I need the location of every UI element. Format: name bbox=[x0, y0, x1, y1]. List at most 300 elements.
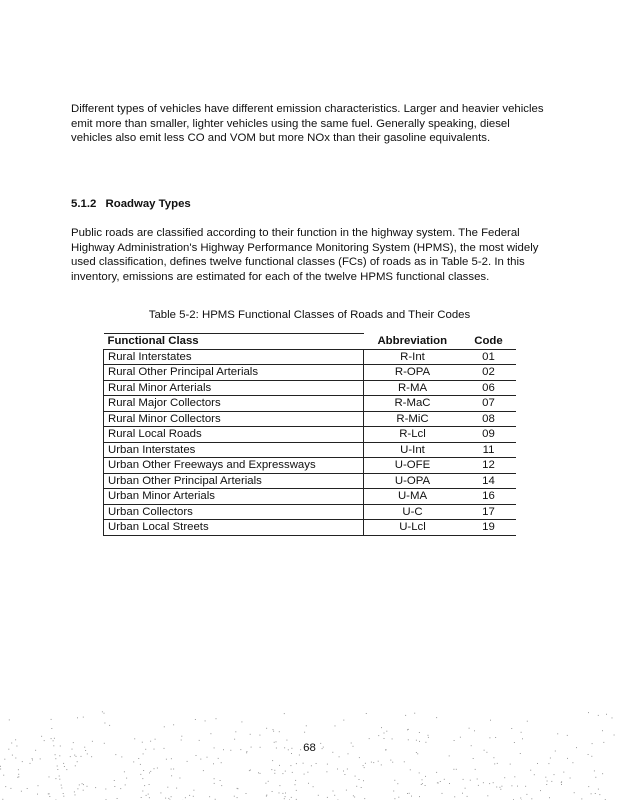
page-number: 68 bbox=[303, 742, 316, 754]
table-row bbox=[104, 365, 517, 381]
noise-dot bbox=[63, 763, 64, 764]
cell-functional-class: Urban Interstates bbox=[104, 442, 364, 458]
table-row bbox=[104, 504, 517, 520]
noise-dot bbox=[199, 740, 200, 741]
noise-dot bbox=[405, 715, 406, 716]
table-row bbox=[104, 349, 517, 365]
noise-dot bbox=[55, 754, 56, 755]
noise-dot bbox=[38, 785, 39, 786]
table-row bbox=[104, 396, 517, 412]
noise-dot bbox=[279, 765, 280, 766]
noise-dot bbox=[284, 798, 285, 799]
noise-dot bbox=[167, 787, 168, 788]
noise-dot bbox=[567, 758, 568, 759]
noise-dot bbox=[195, 719, 196, 720]
table-row bbox=[104, 458, 517, 474]
noise-dot bbox=[0, 766, 1, 767]
noise-dot bbox=[41, 736, 42, 737]
noise-dot bbox=[343, 771, 344, 772]
cell-code: 19 bbox=[461, 520, 516, 536]
noise-dot bbox=[475, 769, 476, 770]
noise-dot bbox=[296, 763, 297, 764]
noise-dot bbox=[307, 772, 308, 773]
noise-dot bbox=[61, 788, 62, 789]
noise-dot bbox=[595, 777, 596, 778]
noise-dot bbox=[181, 736, 182, 737]
noise-dot bbox=[296, 790, 297, 791]
noise-dot bbox=[77, 761, 78, 762]
noise-dot bbox=[428, 737, 429, 738]
noise-dot bbox=[160, 792, 161, 793]
noise-dot bbox=[477, 779, 478, 780]
noise-dot bbox=[4, 759, 5, 760]
cell-code: 16 bbox=[461, 489, 516, 505]
noise-dot bbox=[148, 794, 149, 795]
noise-dot bbox=[246, 793, 247, 794]
cell-code: 09 bbox=[461, 427, 516, 443]
noise-dot bbox=[489, 737, 490, 738]
noise-dot bbox=[193, 796, 194, 797]
noise-dot bbox=[386, 731, 387, 732]
noise-dot bbox=[365, 763, 366, 764]
cell-functional-class: Rural Minor Collectors bbox=[104, 411, 364, 427]
noise-dot bbox=[140, 764, 141, 765]
noise-dot bbox=[155, 739, 156, 740]
noise-dot bbox=[284, 713, 285, 714]
noise-dot bbox=[286, 740, 287, 741]
noise-dot bbox=[595, 793, 596, 794]
noise-dot bbox=[364, 798, 365, 799]
noise-dot bbox=[273, 731, 274, 732]
noise-dot bbox=[12, 755, 13, 756]
noise-dot bbox=[149, 784, 150, 785]
cell-functional-class: Urban Local Streets bbox=[104, 520, 364, 536]
noise-dot bbox=[561, 784, 562, 785]
noise-dot bbox=[416, 740, 417, 741]
noise-dot bbox=[407, 793, 408, 794]
noise-dot bbox=[390, 760, 391, 761]
noise-dot bbox=[241, 721, 242, 722]
noise-dot bbox=[221, 762, 222, 763]
noise-dot bbox=[126, 778, 127, 779]
noise-dot bbox=[547, 781, 548, 782]
noise-dot bbox=[462, 793, 463, 794]
noise-dot bbox=[120, 788, 121, 789]
noise-dot bbox=[327, 764, 328, 765]
header-functional-class: Functional Class bbox=[104, 334, 364, 350]
cell-code: 02 bbox=[461, 365, 516, 381]
noise-dot bbox=[165, 798, 166, 799]
noise-dot bbox=[105, 789, 106, 790]
noise-dot bbox=[74, 755, 75, 756]
noise-dot bbox=[392, 738, 393, 739]
noise-dot bbox=[22, 761, 23, 762]
noise-dot bbox=[588, 754, 589, 755]
noise-dot bbox=[501, 786, 502, 787]
noise-dot bbox=[18, 776, 19, 777]
noise-dot bbox=[504, 777, 505, 778]
noise-dot bbox=[344, 774, 345, 775]
section-title: Roadway Types bbox=[105, 198, 191, 210]
noise-dot bbox=[185, 797, 186, 798]
noise-dot bbox=[171, 775, 172, 776]
noise-dot bbox=[157, 768, 158, 769]
noise-dot bbox=[265, 783, 266, 784]
noise-dot bbox=[354, 797, 355, 798]
cell-abbreviation: U-Int bbox=[364, 442, 462, 458]
noise-dot bbox=[404, 761, 405, 762]
noise-dot bbox=[59, 776, 60, 777]
noise-dot bbox=[490, 720, 491, 721]
noise-dot bbox=[10, 788, 11, 789]
noise-dot bbox=[546, 784, 547, 785]
noise-dot bbox=[530, 770, 531, 771]
noise-dot bbox=[588, 786, 589, 787]
cell-functional-class: Urban Other Principal Arterials bbox=[104, 473, 364, 489]
noise-dot bbox=[359, 779, 360, 780]
noise-dot bbox=[59, 755, 60, 756]
noise-dot bbox=[419, 796, 420, 797]
noise-dot bbox=[81, 756, 82, 757]
noise-dot bbox=[527, 721, 528, 722]
noise-dot bbox=[146, 795, 147, 796]
noise-dot bbox=[102, 711, 103, 712]
header-code: Code bbox=[461, 334, 516, 350]
noise-dot bbox=[384, 738, 385, 739]
noise-dot bbox=[411, 796, 412, 797]
noise-dot bbox=[250, 734, 251, 735]
noise-dot bbox=[266, 795, 267, 796]
noise-dot bbox=[436, 717, 437, 718]
noise-dot bbox=[437, 782, 438, 783]
noise-dot bbox=[493, 757, 494, 758]
noise-dot bbox=[392, 762, 393, 763]
table-row bbox=[104, 473, 517, 489]
noise-dot bbox=[414, 713, 415, 714]
noise-dot bbox=[216, 718, 217, 719]
noise-dot bbox=[499, 787, 500, 788]
noise-dot bbox=[260, 773, 261, 774]
noise-dot bbox=[422, 779, 423, 780]
noise-dot bbox=[74, 791, 75, 792]
noise-dot bbox=[83, 717, 84, 718]
noise-dot bbox=[5, 786, 6, 787]
noise-dot bbox=[495, 737, 496, 738]
noise-dot bbox=[442, 793, 443, 794]
noise-dot bbox=[37, 794, 38, 795]
noise-dot bbox=[308, 783, 309, 784]
noise-dot bbox=[274, 773, 275, 774]
noise-dot bbox=[91, 756, 92, 757]
noise-dot bbox=[606, 714, 607, 715]
noise-dot bbox=[220, 780, 221, 781]
noise-dot bbox=[366, 713, 367, 714]
noise-dot bbox=[409, 793, 410, 794]
noise-dot bbox=[171, 758, 172, 759]
noise-dot bbox=[76, 756, 77, 757]
noise-dot bbox=[59, 779, 60, 780]
noise-dot bbox=[49, 796, 50, 797]
noise-dot bbox=[588, 712, 589, 713]
noise-dot bbox=[470, 780, 471, 781]
noise-dot bbox=[394, 798, 395, 799]
noise-dot bbox=[581, 798, 582, 799]
noise-dot bbox=[591, 756, 592, 757]
noise-dot bbox=[55, 778, 56, 779]
noise-dot bbox=[285, 771, 286, 772]
noise-dot bbox=[356, 786, 357, 787]
noise-dot bbox=[327, 797, 328, 798]
cell-functional-class: Rural Other Principal Arterials bbox=[104, 365, 364, 381]
noise-dot bbox=[154, 768, 155, 769]
noise-dot bbox=[171, 796, 172, 797]
noise-dot bbox=[250, 770, 251, 771]
noise-dot bbox=[66, 769, 67, 770]
table-row bbox=[104, 380, 517, 396]
noise-dot bbox=[548, 763, 549, 764]
noise-dot bbox=[359, 757, 360, 758]
noise-dot bbox=[63, 796, 64, 797]
cell-functional-class: Rural Local Roads bbox=[104, 427, 364, 443]
noise-dot bbox=[612, 717, 613, 718]
noise-dot bbox=[421, 784, 422, 785]
noise-dot bbox=[49, 776, 50, 777]
noise-dot bbox=[77, 788, 78, 789]
noise-dot bbox=[456, 769, 457, 770]
noise-dot bbox=[124, 771, 125, 772]
noise-dot bbox=[237, 788, 238, 789]
noise-dot bbox=[574, 792, 575, 793]
noise-dot bbox=[299, 755, 300, 756]
noise-dot bbox=[483, 782, 484, 783]
noise-dot bbox=[285, 793, 286, 794]
noise-dot bbox=[449, 755, 450, 756]
noise-dot bbox=[478, 785, 479, 786]
noise-dot bbox=[381, 764, 382, 765]
noise-dot bbox=[70, 756, 71, 757]
noise-dot bbox=[517, 786, 518, 787]
noise-dot bbox=[189, 795, 190, 796]
noise-dot bbox=[54, 738, 55, 739]
cell-abbreviation: R-Lcl bbox=[364, 427, 462, 443]
cell-code: 11 bbox=[461, 442, 516, 458]
noise-dot bbox=[117, 798, 118, 799]
noise-dot bbox=[218, 758, 219, 759]
noise-dot bbox=[57, 766, 58, 767]
noise-dot bbox=[313, 786, 314, 787]
noise-dot bbox=[142, 791, 143, 792]
noise-dot bbox=[467, 796, 468, 797]
noise-dot bbox=[494, 763, 495, 764]
noise-dot bbox=[311, 765, 312, 766]
noise-dot bbox=[410, 769, 411, 770]
cell-code: 06 bbox=[461, 380, 516, 396]
noise-dot bbox=[40, 758, 41, 759]
noise-dot bbox=[339, 756, 340, 757]
table-body bbox=[104, 349, 517, 535]
noise-dot bbox=[449, 783, 450, 784]
noise-dot bbox=[599, 794, 600, 795]
noise-dot bbox=[554, 774, 555, 775]
noise-dot bbox=[363, 780, 364, 781]
noise-dot bbox=[83, 784, 84, 785]
noise-dot bbox=[346, 790, 347, 791]
noise-dot bbox=[463, 779, 464, 780]
noise-dot bbox=[511, 785, 512, 786]
noise-dot bbox=[373, 762, 374, 763]
noise-dot bbox=[0, 769, 1, 770]
noise-dot bbox=[335, 725, 336, 726]
noise-dot bbox=[149, 772, 150, 773]
noise-dot bbox=[534, 774, 535, 775]
noise-dot bbox=[474, 730, 475, 731]
section-heading bbox=[71, 198, 191, 210]
cell-code: 08 bbox=[461, 411, 516, 427]
noise-dot bbox=[454, 796, 455, 797]
noise-dot bbox=[469, 728, 470, 729]
noise-dot bbox=[393, 791, 394, 792]
noise-dot bbox=[51, 719, 52, 720]
noise-dot bbox=[214, 778, 215, 779]
cell-functional-class: Urban Minor Arterials bbox=[104, 489, 364, 505]
noise-dot bbox=[193, 790, 194, 791]
noise-dot bbox=[419, 732, 420, 733]
noise-dot bbox=[500, 789, 501, 790]
cell-code: 07 bbox=[461, 396, 516, 412]
noise-dot bbox=[460, 737, 461, 738]
noise-dot bbox=[51, 728, 52, 729]
noise-dot bbox=[364, 767, 365, 768]
table-header-row bbox=[104, 334, 517, 350]
noise-dot bbox=[63, 793, 64, 794]
noise-dot bbox=[337, 769, 338, 770]
noise-dot bbox=[143, 770, 144, 771]
noise-dot bbox=[557, 733, 558, 734]
noise-dot bbox=[549, 797, 550, 798]
noise-dot bbox=[526, 794, 527, 795]
noise-dot bbox=[44, 740, 45, 741]
noise-dot bbox=[614, 735, 615, 736]
noise-dot bbox=[570, 778, 571, 779]
noise-dot bbox=[545, 777, 546, 778]
cell-abbreviation: U-C bbox=[364, 504, 462, 520]
noise-dot bbox=[292, 772, 293, 773]
noise-dot bbox=[15, 739, 16, 740]
cell-code: 14 bbox=[461, 473, 516, 489]
noise-dot bbox=[142, 778, 143, 779]
noise-dot bbox=[187, 761, 188, 762]
noise-dot bbox=[235, 731, 236, 732]
noise-dot bbox=[200, 759, 201, 760]
noise-dot bbox=[343, 720, 344, 721]
noise-dot bbox=[79, 784, 80, 785]
cell-abbreviation: R-MiC bbox=[364, 411, 462, 427]
noise-dot bbox=[221, 785, 222, 786]
noise-dot bbox=[361, 787, 362, 788]
noise-dot bbox=[306, 725, 307, 726]
table-row bbox=[104, 520, 517, 536]
noise-dot bbox=[48, 793, 49, 794]
table-caption: Table 5-2: HPMS Functional Classes of Roads and Their Codes bbox=[148, 309, 471, 321]
noise-dot bbox=[290, 765, 291, 766]
noise-dot bbox=[149, 797, 150, 798]
noise-dot bbox=[140, 774, 141, 775]
noise-dot bbox=[203, 770, 204, 771]
noise-dot bbox=[213, 763, 214, 764]
noise-dot bbox=[497, 763, 498, 764]
noise-dot bbox=[18, 769, 19, 770]
noise-dot bbox=[318, 795, 319, 796]
cell-abbreviation: U-OFE bbox=[364, 458, 462, 474]
noise-dot bbox=[205, 720, 206, 721]
noise-dot bbox=[454, 740, 455, 741]
noise-dot bbox=[525, 786, 526, 787]
noise-dot bbox=[21, 791, 22, 792]
noise-dot bbox=[425, 776, 426, 777]
noise-dot bbox=[273, 729, 274, 730]
noise-dot bbox=[514, 776, 515, 777]
noise-dot bbox=[521, 732, 522, 733]
noise-dot bbox=[594, 770, 595, 771]
noise-dot bbox=[259, 735, 260, 736]
noise-dot bbox=[75, 765, 76, 766]
noise-dot bbox=[114, 786, 115, 787]
noise-dot bbox=[522, 738, 523, 739]
paragraph-roadway-types: Public roads are classified according to their function in the highway system. The Federal Highway Administration's Highway Performance Monitoring System (HPMS), the most widely used classification, defines twelve functional classes (FCs) of roads as in Table 5-2. In this inventory, emissions are estimated for each of the twelve HPMS functional classes. bbox=[71, 227, 539, 283]
noise-dot bbox=[3, 775, 4, 776]
noise-dot bbox=[168, 798, 169, 799]
noise-dot bbox=[567, 735, 568, 736]
cell-functional-class: Rural Interstates bbox=[104, 349, 364, 365]
noise-dot bbox=[353, 795, 354, 796]
noise-dot bbox=[125, 784, 126, 785]
noise-dot bbox=[104, 713, 105, 714]
noise-dot bbox=[397, 783, 398, 784]
noise-dot bbox=[181, 740, 182, 741]
noise-dot bbox=[282, 793, 283, 794]
noise-dot bbox=[272, 791, 273, 792]
noise-dot bbox=[141, 797, 142, 798]
noise-dot bbox=[15, 758, 16, 759]
noise-dot bbox=[64, 766, 65, 767]
noise-dot bbox=[32, 760, 33, 761]
noise-dot bbox=[282, 773, 283, 774]
noise-dot bbox=[473, 758, 474, 759]
noise-dot bbox=[214, 783, 215, 784]
noise-dot bbox=[572, 762, 573, 763]
cell-code: 01 bbox=[461, 349, 516, 365]
noise-dot bbox=[493, 782, 494, 783]
noise-dot bbox=[304, 774, 305, 775]
noise-dot bbox=[326, 771, 327, 772]
noise-dot bbox=[591, 793, 592, 794]
noise-dot bbox=[109, 725, 110, 726]
noise-dot bbox=[271, 769, 272, 770]
table-row bbox=[104, 489, 517, 505]
noise-dot bbox=[440, 781, 441, 782]
noise-dot bbox=[453, 769, 454, 770]
noise-dot bbox=[333, 791, 334, 792]
noise-dot bbox=[408, 729, 409, 730]
noise-dot bbox=[83, 790, 84, 791]
header-abbreviation: Abbreviation bbox=[364, 334, 462, 350]
noise-dot bbox=[27, 788, 28, 789]
paragraph-vehicle-emissions: Different types of vehicles have different emission characteristics. Larger and heavier vehicles emit more than smaller, lighter vehicles using the same fuel. Generally speaking, diesel vehicles also emit less CO and VOM but more NOx than their gasoline equivalents. bbox=[71, 103, 544, 145]
noise-dot bbox=[134, 738, 135, 739]
noise-dot bbox=[561, 782, 562, 783]
noise-dot bbox=[285, 796, 286, 797]
noise-dot bbox=[234, 796, 235, 797]
